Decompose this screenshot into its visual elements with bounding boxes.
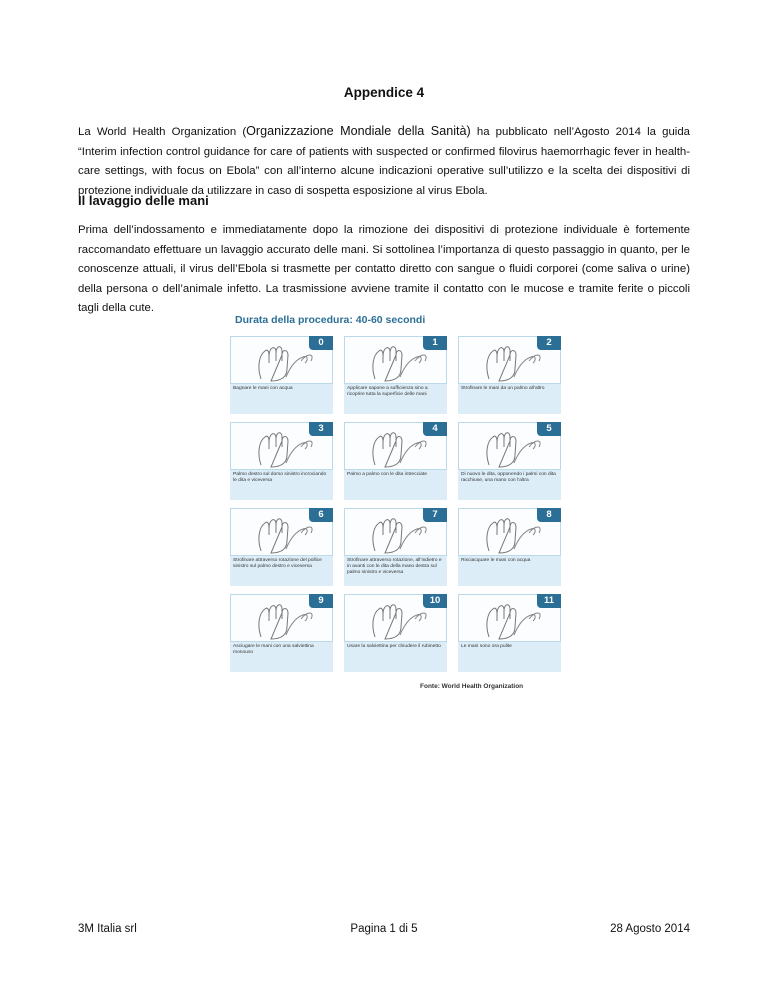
step-caption: Palmo destro sul dorso sinistro incrociando le dita e viceversa — [233, 472, 327, 483]
step-number: 9 — [309, 594, 333, 608]
step-number: 1 — [423, 336, 447, 350]
step-number: 10 — [423, 594, 447, 608]
step-caption: Strofinare attraverso rotazione, all’indietro e in avanti con le dita della mano destra sul palmo sinistro e viceversa — [347, 558, 442, 575]
step-caption: Risciacquare le mani con acqua — [461, 558, 531, 563]
intro-paragraph — [78, 122, 690, 201]
step-10 — [344, 594, 447, 672]
step-number: 4 — [423, 422, 447, 436]
step-caption: Strofinare le mani da un palmo all’altro — [461, 386, 545, 391]
step-number: 5 — [537, 422, 561, 436]
step-1 — [344, 336, 447, 414]
step-number: 8 — [537, 508, 561, 522]
figure-title: Durata della procedura: 40-60 secondi — [235, 314, 426, 326]
handwashing-figure — [230, 314, 560, 694]
step-caption: Bagnare le mani con acqua — [233, 386, 293, 391]
step-caption: Di nuovo le dita, opponendo i palmi con dita racchiuse, una mano con l’altra — [461, 472, 556, 483]
footer-date: 28 Agosto 2014 — [610, 923, 690, 935]
page-title: Appendice 4 — [343, 85, 425, 100]
step-11 — [458, 594, 561, 672]
step-6 — [230, 508, 333, 586]
step-3 — [230, 422, 333, 500]
step-caption: Strofinare attraverso rotazione del pollice sinistro sul palmo destro e viceversa — [233, 558, 322, 569]
step-5 — [458, 422, 561, 500]
step-number: 6 — [309, 508, 333, 522]
intro-prefix: La World Health Organization ( — [78, 126, 247, 138]
step-caption: Asciugare le mani con una salviettina monouso — [233, 644, 314, 655]
step-4 — [344, 422, 447, 500]
figure-source: Fonte: World Health Organization — [420, 683, 524, 690]
footer-page: Pagina 1 di 5 — [350, 923, 418, 935]
intro-suffix: ha pubblicato nell’Agosto 2014 la guida “Interim infection control guidance for care of patients with suspected or confirmed filovirus haemorrhagic fever in health-care settings, with focus on Ebola” con all’interno alcune indicazioni operative sull’utilizzo e la scelta dei dispositivi di protezione individuale da utilizzare in caso di sospetta esposizione al virus Ebola. — [78, 126, 691, 197]
section-heading: Il lavaggio delle mani — [78, 193, 209, 208]
intro-who-italian: Organizzazione Mondiale della Sanità) — [246, 124, 471, 138]
section-body: Prima dell’indossamento e immediatamente dopo la rimozione dei dispositivi di protezione individuale è fortemente raccomandato effettuare un lavaggio accurato delle mani. Si sottolinea l’importanza di questo passaggio in quanto, per le conoscenze attuali, il virus dell’Ebola si trasmette per contatto diretto con sangue o fluidi corporei (come saliva o urine) della persona o dell’animale infetto. La trasmissione avviene tramite il contatto con le mucose e tramite ferite o piccoli tagli della cute. — [78, 224, 690, 314]
step-7 — [344, 508, 447, 586]
step-caption: Palmo a palmo con le dita intrecciate — [347, 472, 427, 477]
step-0 — [230, 336, 333, 414]
step-number: 7 — [423, 508, 447, 522]
step-2 — [458, 336, 561, 414]
step-caption: Usare la salviettina per chiudere il rubinetto — [347, 644, 441, 649]
step-8 — [458, 508, 561, 586]
step-number: 11 — [537, 594, 561, 608]
step-caption: Le mani sono ora pulite — [461, 644, 512, 649]
step-number: 2 — [537, 336, 561, 350]
step-number: 0 — [309, 336, 333, 350]
step-9 — [230, 594, 333, 672]
step-caption: Applicare sapone a sufficienza sino a ricoprire tutta la superficie delle mani — [347, 386, 428, 397]
step-number: 3 — [309, 422, 333, 436]
footer-company: 3M Italia srl — [78, 923, 137, 935]
